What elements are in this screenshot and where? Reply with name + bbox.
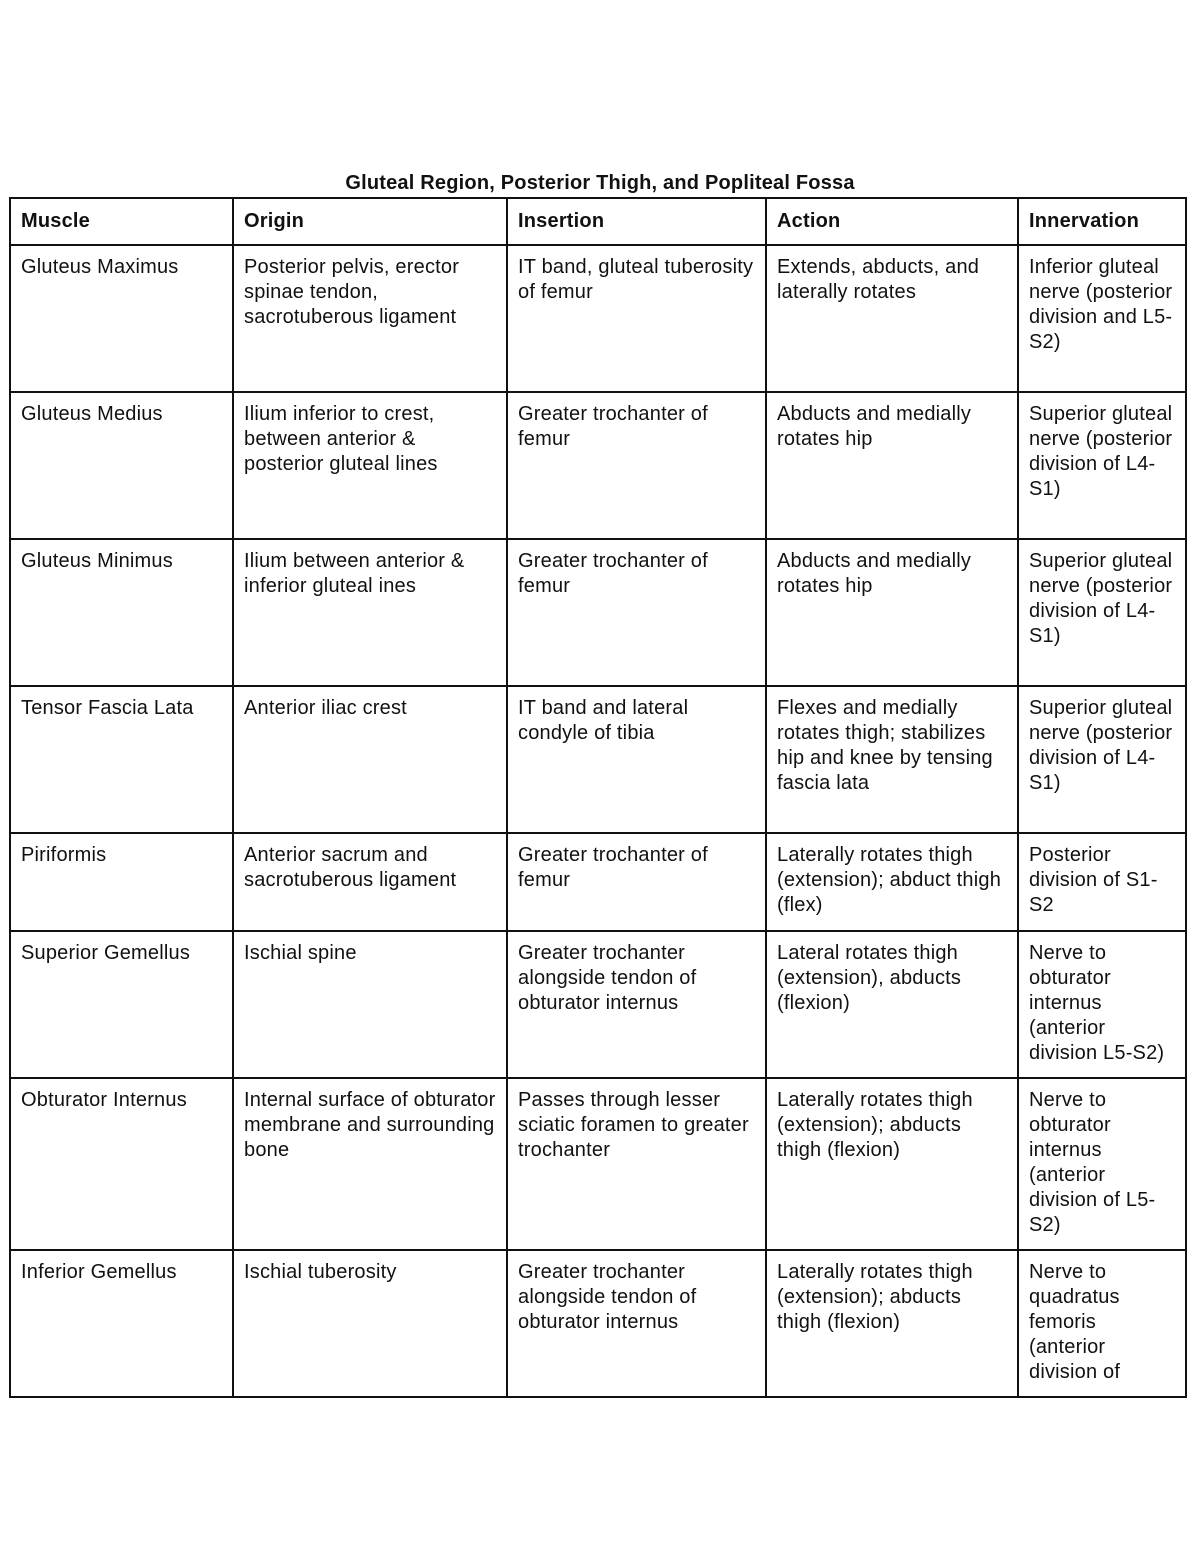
cell-innervation: Nerve to quadratus femoris (anterior division of bbox=[1018, 1250, 1186, 1397]
column-header-origin: Origin bbox=[233, 198, 507, 245]
cell-insertion: Greater trochanter of femur bbox=[507, 392, 766, 539]
cell-innervation: Nerve to obturator internus (anterior division of L5-S2) bbox=[1018, 1078, 1186, 1250]
cell-muscle: Piriformis bbox=[10, 833, 233, 931]
table-row bbox=[10, 1078, 1186, 1250]
cell-muscle: Superior Gemellus bbox=[10, 931, 233, 1078]
cell-action: Lateral rotates thigh (extension), abducts (flexion) bbox=[766, 931, 1018, 1078]
cell-muscle: Gluteus Minimus bbox=[10, 539, 233, 686]
cell-action: Extends, abducts, and laterally rotates bbox=[766, 245, 1018, 392]
cell-insertion: Greater trochanter of femur bbox=[507, 539, 766, 686]
cell-insertion: Passes through lesser sciatic foramen to greater trochanter bbox=[507, 1078, 766, 1250]
cell-muscle: Tensor Fascia Lata bbox=[10, 686, 233, 833]
cell-action: Laterally rotates thigh (extension); abduct thigh (flex) bbox=[766, 833, 1018, 931]
table-header-row bbox=[10, 198, 1186, 245]
page-title: Gluteal Region, Posterior Thigh, and Popliteal Fossa bbox=[345, 172, 855, 194]
cell-innervation: Superior gluteal nerve (posterior division of L4-S1) bbox=[1018, 539, 1186, 686]
cell-insertion: Greater trochanter alongside tendon of obturator internus bbox=[507, 931, 766, 1078]
cell-action: Abducts and medially rotates hip bbox=[766, 392, 1018, 539]
cell-action: Laterally rotates thigh (extension); abducts thigh (flexion) bbox=[766, 1078, 1018, 1250]
cell-innervation: Superior gluteal nerve (posterior division of L4-S1) bbox=[1018, 392, 1186, 539]
table-row bbox=[10, 392, 1186, 539]
cell-origin: Ischial spine bbox=[233, 931, 507, 1078]
column-header-muscle: Muscle bbox=[10, 198, 233, 245]
table-row bbox=[10, 833, 1186, 931]
cell-innervation: Nerve to obturator internus (anterior division L5-S2) bbox=[1018, 931, 1186, 1078]
cell-origin: Internal surface of obturator membrane and surrounding bone bbox=[233, 1078, 507, 1250]
cell-insertion: IT band, gluteal tuberosity of femur bbox=[507, 245, 766, 392]
cell-action: Laterally rotates thigh (extension); abducts thigh (flexion) bbox=[766, 1250, 1018, 1397]
table-row bbox=[10, 539, 1186, 686]
table-row bbox=[10, 931, 1186, 1078]
cell-insertion: IT band and lateral condyle of tibia bbox=[507, 686, 766, 833]
cell-origin: Ilium between anterior & inferior gluteal ines bbox=[233, 539, 507, 686]
cell-origin: Ilium inferior to crest, between anterior & posterior gluteal lines bbox=[233, 392, 507, 539]
table-row bbox=[10, 1250, 1186, 1397]
column-header-innervation: Innervation bbox=[1018, 198, 1186, 245]
cell-muscle: Obturator Internus bbox=[10, 1078, 233, 1250]
cell-origin: Anterior sacrum and sacrotuberous ligament bbox=[233, 833, 507, 931]
cell-origin: Posterior pelvis, erector spinae tendon, sacrotuberous ligament bbox=[233, 245, 507, 392]
muscle-table bbox=[9, 197, 1187, 1398]
table-row bbox=[10, 245, 1186, 392]
cell-origin: Ischial tuberosity bbox=[233, 1250, 507, 1397]
cell-muscle: Gluteus Maximus bbox=[10, 245, 233, 392]
column-header-action: Action bbox=[766, 198, 1018, 245]
cell-innervation: Posterior division of S1-S2 bbox=[1018, 833, 1186, 931]
column-header-insertion: Insertion bbox=[507, 198, 766, 245]
cell-action: Abducts and medially rotates hip bbox=[766, 539, 1018, 686]
cell-muscle: Inferior Gemellus bbox=[10, 1250, 233, 1397]
cell-insertion: Greater trochanter of femur bbox=[507, 833, 766, 931]
cell-origin: Anterior iliac crest bbox=[233, 686, 507, 833]
cell-innervation: Inferior gluteal nerve (posterior division and L5-S2) bbox=[1018, 245, 1186, 392]
cell-insertion: Greater trochanter alongside tendon of obturator internus bbox=[507, 1250, 766, 1397]
cell-muscle: Gluteus Medius bbox=[10, 392, 233, 539]
cell-innervation: Superior gluteal nerve (posterior division of L4-S1) bbox=[1018, 686, 1186, 833]
cell-action: Flexes and medially rotates thigh; stabilizes hip and knee by tensing fascia lata bbox=[766, 686, 1018, 833]
table-row bbox=[10, 686, 1186, 833]
